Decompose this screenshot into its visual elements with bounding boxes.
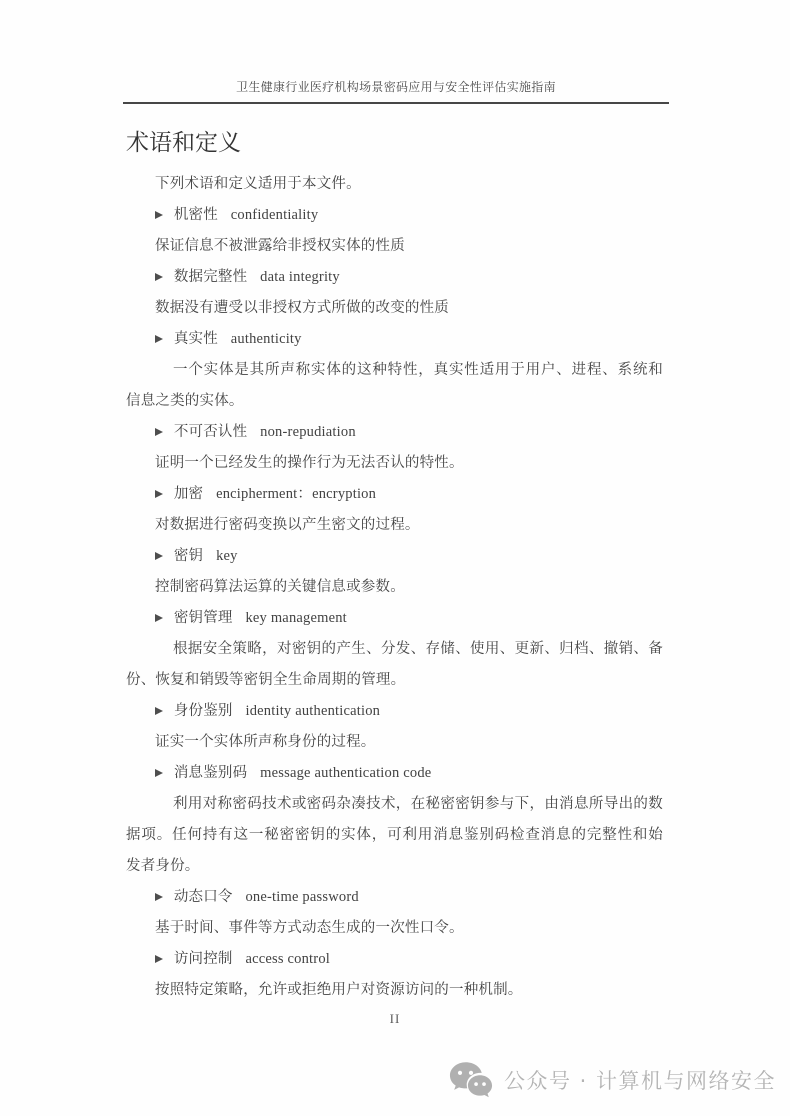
term-english: non-repudiation <box>260 424 356 440</box>
definition-line: 份、恢复和销毁等密钥全生命周期的管理。 <box>126 672 406 688</box>
term-definition <box>126 355 663 417</box>
arrow-bullet-icon <box>155 769 163 777</box>
term-english: encipherment：encryption <box>216 486 377 502</box>
arrow-bullet-icon <box>155 552 163 560</box>
term-label: 密钥 <box>173 548 204 564</box>
term-row <box>126 603 663 634</box>
term-english: identity authentication <box>245 703 381 719</box>
term-block <box>126 696 663 758</box>
term-label: 机密性 <box>173 207 218 223</box>
intro-paragraph: 下列术语和定义适用于本文件。 <box>155 176 361 192</box>
term-english: authenticity <box>230 331 302 347</box>
term-english: access control <box>245 951 330 967</box>
arrow-bullet-icon <box>155 893 163 901</box>
watermark-label: 公众号 · 计算机与网络安全 <box>503 1069 776 1093</box>
term-row <box>126 882 663 913</box>
definition-line: 数据没有遭受以非授权方式所做的改变的性质 <box>155 300 449 316</box>
term-row <box>126 758 663 789</box>
page-number: II <box>389 1011 401 1026</box>
document-body <box>126 169 663 1006</box>
definition-line: 一个实体是其所声称实体的这种特性，真实性适用于用户、进程、系统和 <box>173 362 663 378</box>
definition-line: 据项。任何持有这一秘密密钥的实体，可利用消息鉴别码检查消息的完整性和始 <box>126 827 663 843</box>
wechat-icon <box>449 1061 493 1099</box>
term-definition <box>126 789 663 882</box>
term-block <box>126 541 663 603</box>
arrow-bullet-icon <box>155 273 163 281</box>
term-label: 不可否认性 <box>173 424 248 440</box>
term-label: 身份鉴别 <box>173 703 233 719</box>
term-row <box>126 262 663 293</box>
term-label: 密钥管理 <box>173 610 233 626</box>
term-block <box>126 882 663 944</box>
term-label: 动态口令 <box>173 889 233 905</box>
term-english: one-time password <box>245 889 359 905</box>
term-row <box>126 200 663 231</box>
term-definition <box>126 634 663 696</box>
definition-line: 证实一个实体所声称身份的过程。 <box>155 734 376 750</box>
page-header <box>123 0 669 104</box>
definition-line: 利用对称密码技术或密码杂凑技术，在秘密密钥参与下，由消息所导出的数 <box>173 796 663 812</box>
term-definition <box>126 727 663 758</box>
term-row <box>126 479 663 510</box>
term-block <box>126 200 663 262</box>
term-definition <box>126 231 663 262</box>
watermark <box>449 1056 776 1104</box>
term-block <box>126 417 663 479</box>
term-block <box>126 479 663 541</box>
definition-line: 信息之类的实体。 <box>126 393 244 409</box>
term-row <box>126 541 663 572</box>
arrow-bullet-icon <box>155 211 163 219</box>
arrow-bullet-icon <box>155 428 163 436</box>
term-definition <box>126 572 663 603</box>
term-definition <box>126 510 663 541</box>
definition-line: 保证信息不被泄露给非授权实体的性质 <box>155 238 405 254</box>
term-block <box>126 603 663 696</box>
term-definition <box>126 913 663 944</box>
terms-list <box>126 200 663 1006</box>
term-definition <box>126 293 663 324</box>
term-english: data integrity <box>260 269 340 285</box>
definition-line: 发者身份。 <box>126 858 200 874</box>
term-block <box>126 324 663 417</box>
term-definition <box>126 975 663 1006</box>
arrow-bullet-icon <box>155 335 163 343</box>
definition-line: 根据安全策略，对密钥的产生、分发、存储、使用、更新、归档、撤销、备 <box>173 641 663 657</box>
definition-line: 基于时间、事件等方式动态生成的一次性口令。 <box>155 920 464 936</box>
term-block <box>126 758 663 882</box>
definition-line: 证明一个已经发生的操作行为无法否认的特性。 <box>155 455 464 471</box>
term-row <box>126 324 663 355</box>
term-label: 真实性 <box>173 331 218 347</box>
term-row <box>126 696 663 727</box>
term-english: key <box>216 548 238 564</box>
running-title: 卫生健康行业医疗机构场景密码应用与安全性评估实施指南 <box>236 80 556 94</box>
definition-line: 控制密码算法运算的关键信息或参数。 <box>155 579 405 595</box>
arrow-bullet-icon <box>155 955 163 963</box>
definition-line: 对数据进行密码变换以产生密文的过程。 <box>155 517 420 533</box>
section-title: 术语和定义 <box>126 130 241 156</box>
arrow-bullet-icon <box>155 614 163 622</box>
term-block <box>126 944 663 1006</box>
term-english: key management <box>245 610 347 626</box>
arrow-bullet-icon <box>155 490 163 498</box>
term-label: 加密 <box>173 486 204 502</box>
term-definition <box>126 448 663 479</box>
arrow-bullet-icon <box>155 707 163 715</box>
term-label: 访问控制 <box>173 951 233 967</box>
term-english: confidentiality <box>230 207 319 223</box>
term-row <box>126 417 663 448</box>
term-row <box>126 944 663 975</box>
definition-line: 按照特定策略，允许或拒绝用户对资源访问的一种机制。 <box>155 982 523 998</box>
term-english: message authentication code <box>260 765 432 781</box>
term-label: 数据完整性 <box>173 269 248 285</box>
term-label: 消息鉴别码 <box>173 765 248 781</box>
term-block <box>126 262 663 324</box>
